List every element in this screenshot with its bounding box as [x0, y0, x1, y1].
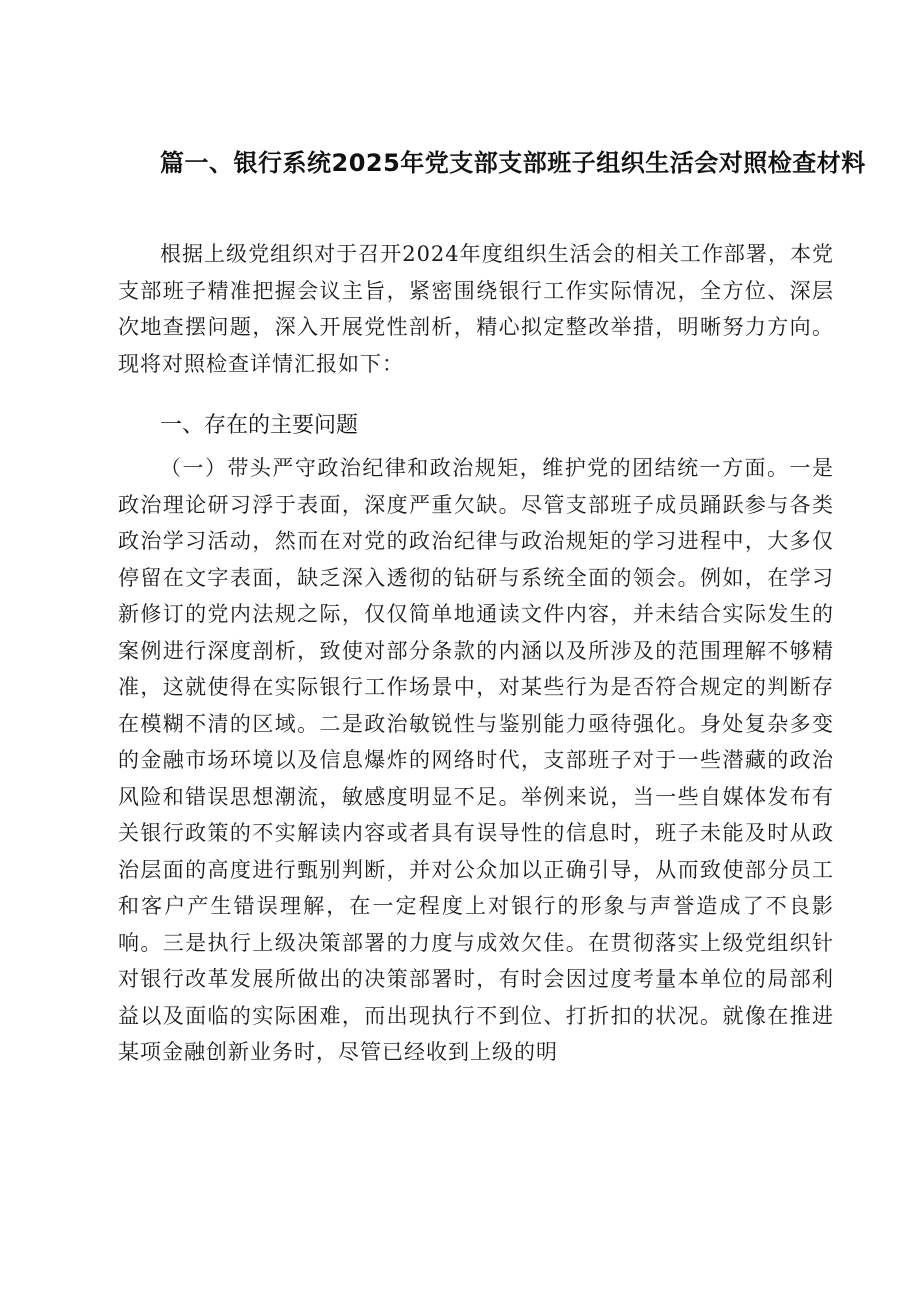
document-title: 篇一、银行系统2025年党支部支部班子组织生活会对照检查材料 [160, 149, 866, 177]
section-body-paragraph: （一）带头严守政治纪律和政治规矩，维护党的团结统一方面。一是政治理论研习浮于表面，深度严重欠缺。尽管支部班子成员踊跃参与各类政治学习活动，然而在对党的政治纪律与政治规矩的学习进程中，大多仅停留在文字表面，缺乏深入透彻的钻研与系统全面的领会。例如，在学习新修订的党内法规之际，仅仅简单地通读文件内容，并未结合实际发生的案例进行深度剖析，致使对部分条款的内涵以及所涉及的范围理解不够精准，这就使得在实际银行工作场景中，对某些行为是否符合规定的判断存在模糊不清的区域。二是政治敏锐性与鉴别能力亟待强化。身处复杂多变的金融市场环境以及信息爆炸的网络时代，支部班子对于一些潜藏的政治风险和错误思想潮流，敏感度明显不足。举例来说，当一些自媒体发布有关银行政策的不实解读内容或者具有误导性的信息时，班子未能及时从政治层面的高度进行甄别判断，并对公众加以正确引导，从而致使部分员工和客户产生错误理解，在一定程度上对银行的形象与声誉造成了不良影响。三是执行上级决策部署的力度与成效欠佳。在贯彻落实上级党组织针对银行改革发展所做出的决策部署时，有时会因过度考量本单位的局部利益以及面临的实际困难，而出现执行不到位、打折扣的状况。就像在推进某项金融创新业务时，尽管已经收到上级的明 [118, 456, 834, 1064]
section-heading: 一、存在的主要问题 [160, 413, 359, 438]
intro-paragraph: 根据上级党组织对于召开2024年度组织生活会的相关工作部署，本党支部班子精准把握会议主旨，紧密围绕银行工作实际情况，全方位、深层次地查摆问题，深入开展党性剖析，精心拟定整改举措，明晰努力方向。现将对照检查详情汇报如下： [118, 242, 834, 376]
